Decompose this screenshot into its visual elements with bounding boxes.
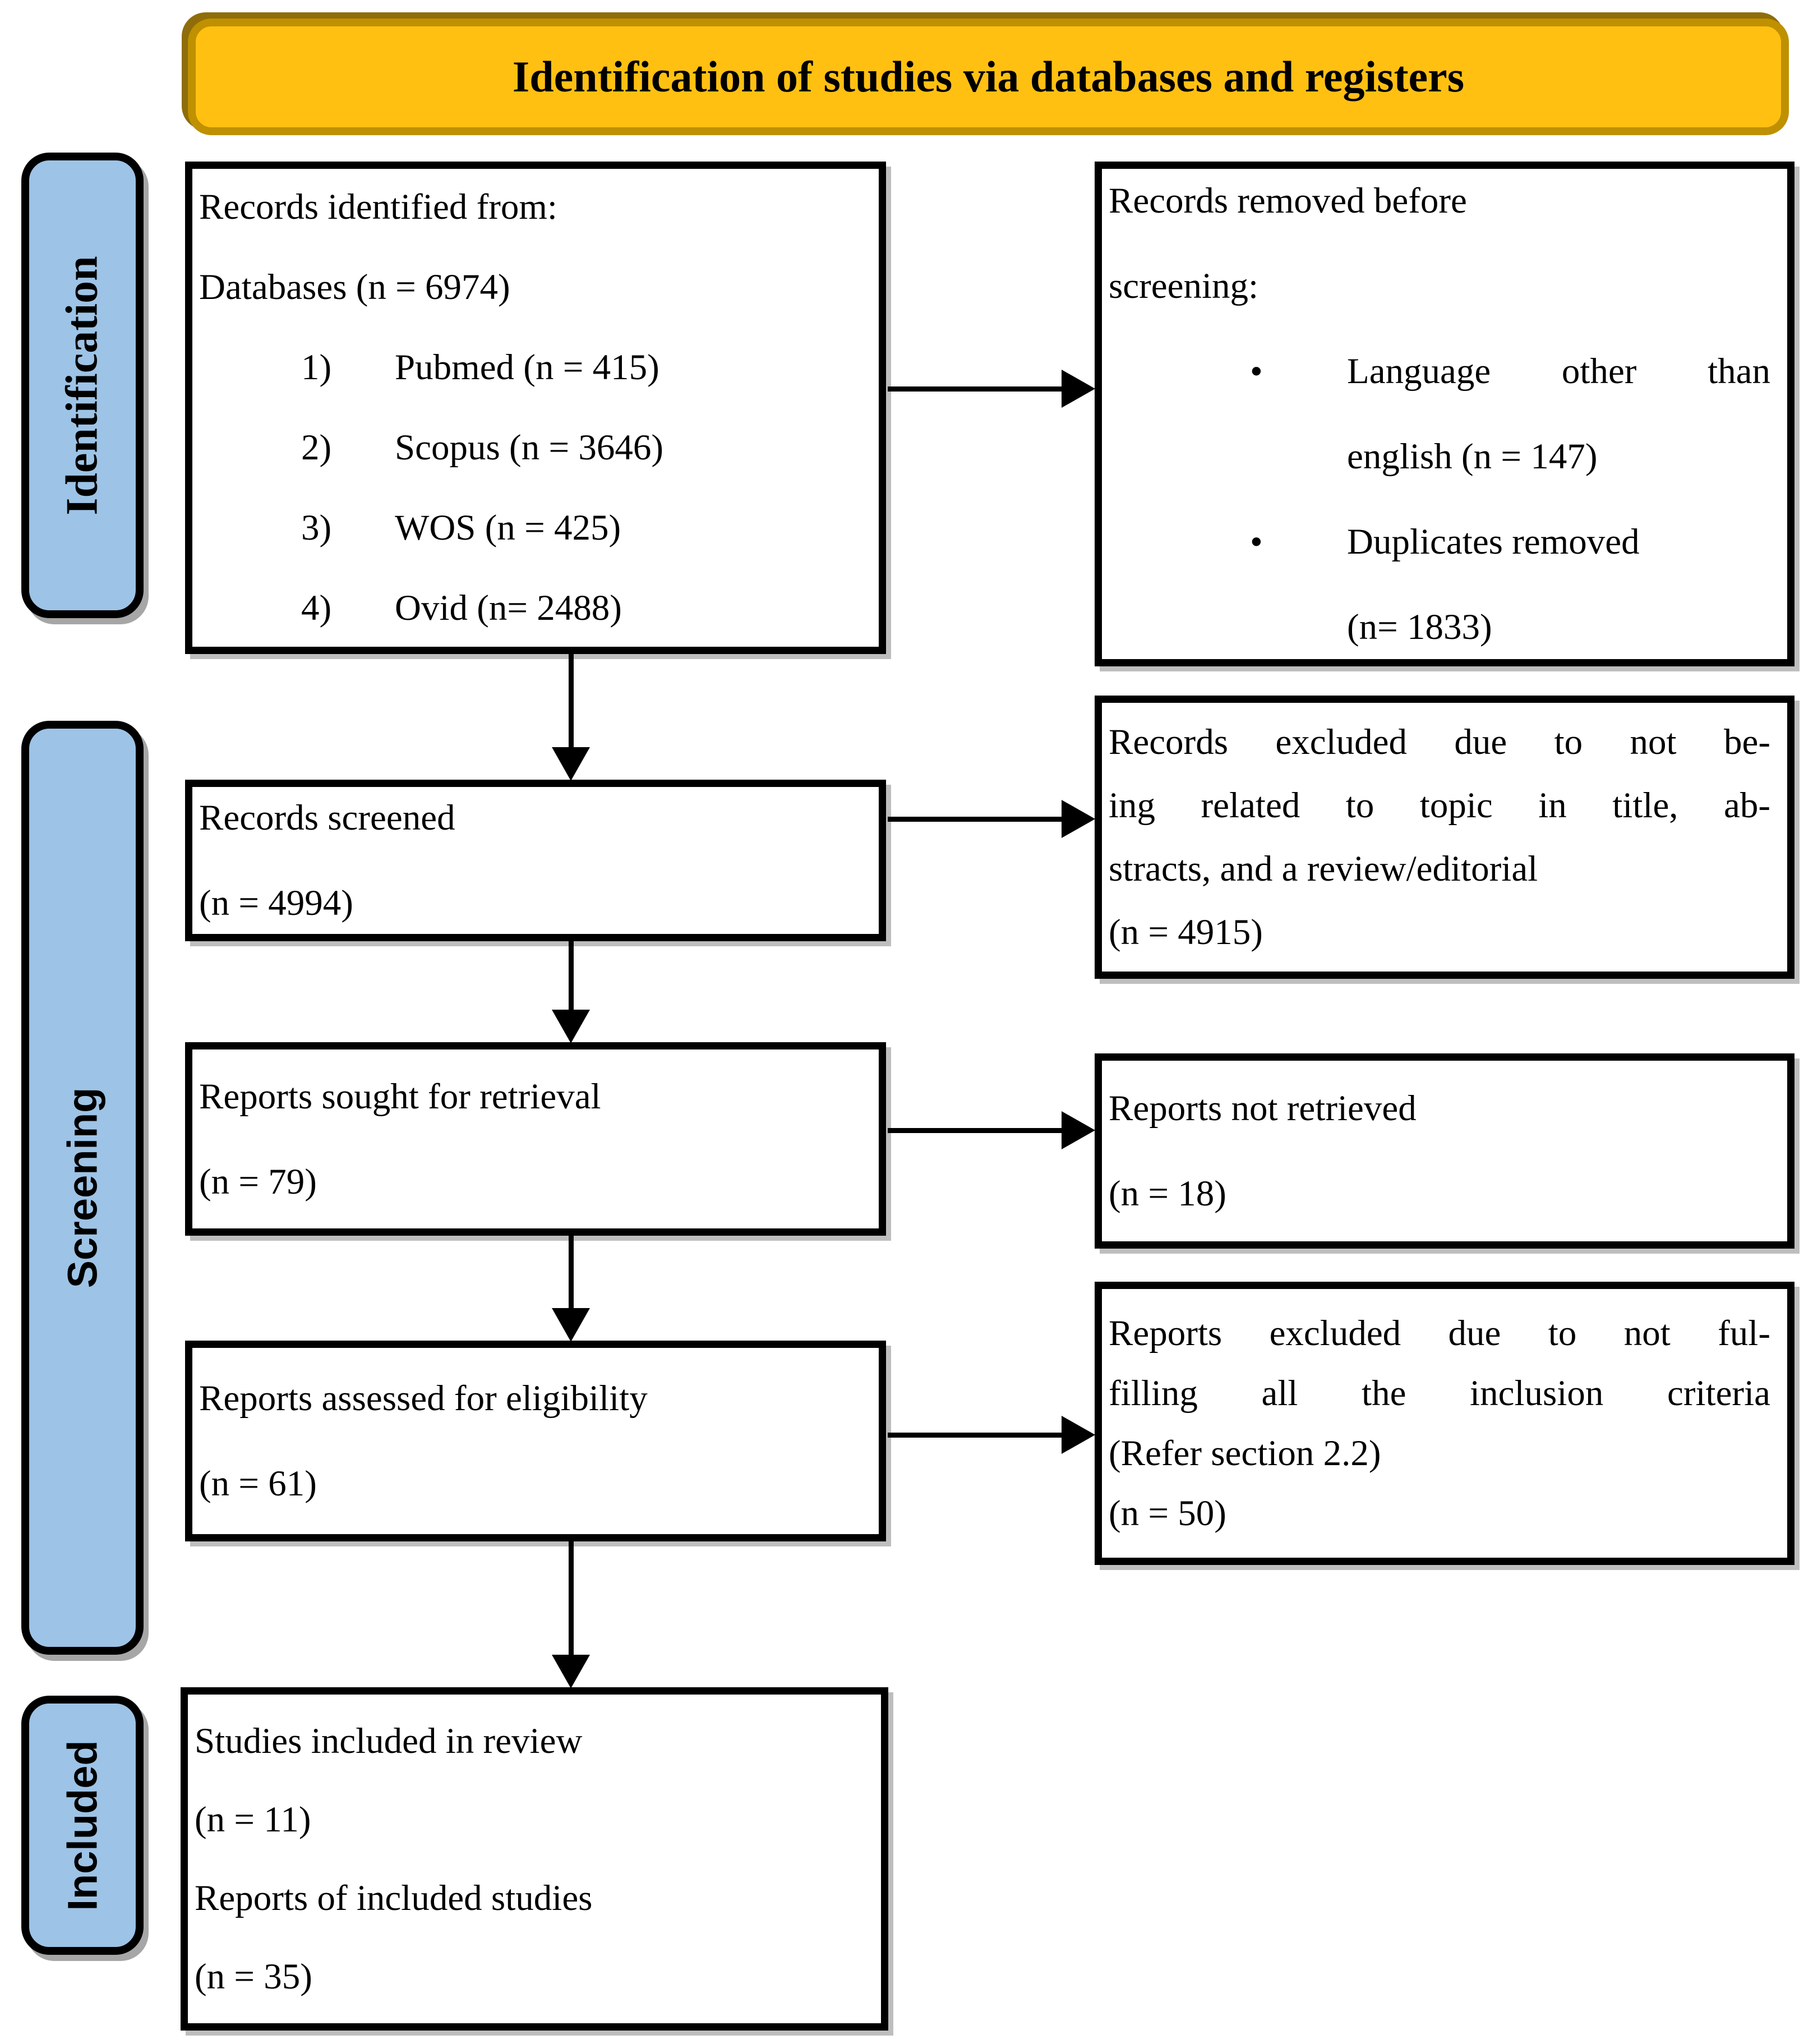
stage-label-text: Screening bbox=[59, 1087, 106, 1288]
box-text-line: Records removed before bbox=[1109, 181, 1467, 221]
list-marker: 1) bbox=[301, 347, 332, 388]
arrow-line bbox=[569, 1541, 574, 1657]
box-text-line: Reports excluded due to not ful- bbox=[1109, 1313, 1770, 1354]
box-text-line: Reports not retrieved bbox=[1109, 1088, 1417, 1129]
bullet-text-line: Duplicates removed bbox=[1347, 522, 1640, 562]
arrow-line bbox=[888, 1433, 1063, 1438]
stage-label-text: Identification bbox=[57, 255, 107, 515]
box-text-line: (n = 79) bbox=[199, 1161, 317, 1202]
list-item bbox=[199, 488, 862, 568]
box-text-line: (n = 11) bbox=[195, 1799, 311, 1840]
list-item bbox=[199, 408, 862, 488]
list-marker: 3) bbox=[301, 508, 332, 548]
box-text-line: stracts, and a review/editorial bbox=[1109, 848, 1538, 889]
box-text-line: (n = 35) bbox=[195, 1956, 312, 1997]
box-text-line: (n = 61) bbox=[199, 1463, 317, 1504]
bullet-text-line: english (n = 147) bbox=[1347, 436, 1598, 477]
arrow-line bbox=[888, 386, 1063, 392]
box-text-line: screening: bbox=[1109, 266, 1259, 306]
bullet-item bbox=[1109, 329, 1770, 499]
arrow-line bbox=[569, 941, 574, 1012]
box-text-line: (n = 4994) bbox=[199, 883, 353, 923]
bullet-icon: • bbox=[1250, 351, 1263, 392]
list-marker: 4) bbox=[301, 588, 332, 628]
box-reports-assessed bbox=[185, 1341, 886, 1541]
arrow-head-icon bbox=[1062, 370, 1095, 408]
list-item bbox=[199, 328, 862, 408]
box-reports-not-retrieved bbox=[1095, 1053, 1794, 1249]
arrow-head-icon bbox=[552, 747, 590, 781]
stage-label-text: Included bbox=[59, 1739, 106, 1911]
list-text: Ovid (n= 2488) bbox=[395, 588, 622, 628]
box-text-line: (n = 4915) bbox=[1109, 911, 1263, 952]
arrow-line bbox=[569, 654, 574, 749]
box-records-removed bbox=[1095, 162, 1794, 666]
arrow-line bbox=[569, 1236, 574, 1310]
box-reports-sought bbox=[185, 1042, 886, 1236]
diagram-title: Identification of studies via databases and registers bbox=[512, 52, 1465, 101]
box-text-line: Reports of included studies bbox=[195, 1878, 593, 1918]
list-item bbox=[199, 568, 862, 648]
box-reports-excluded bbox=[1095, 1282, 1794, 1565]
box-text-line: (Refer section 2.2) bbox=[1109, 1433, 1381, 1474]
bullet-text-line: (n= 1833) bbox=[1347, 607, 1492, 647]
list-text: Pubmed (n = 415) bbox=[395, 347, 659, 388]
arrow-head-icon bbox=[552, 1010, 590, 1043]
box-text-line: filling all the inclusion criteria bbox=[1109, 1373, 1770, 1414]
arrow-line bbox=[888, 817, 1063, 822]
box-text-line: (n = 18) bbox=[1109, 1173, 1226, 1214]
list-text: Scopus (n = 3646) bbox=[395, 427, 663, 468]
stage-label-included bbox=[21, 1696, 144, 1955]
arrow-line bbox=[888, 1128, 1063, 1133]
box-text-line: ing related to topic in title, ab- bbox=[1109, 785, 1770, 826]
box-text-line: Reports assessed for eligibility bbox=[199, 1378, 648, 1419]
arrow-head-icon bbox=[552, 1308, 590, 1342]
box-text-line: Reports sought for retrieval bbox=[199, 1076, 601, 1117]
box-records-excluded bbox=[1095, 696, 1794, 979]
box-text-line: (n = 50) bbox=[1109, 1493, 1226, 1534]
box-text-line: Studies included in review bbox=[195, 1721, 583, 1761]
bullet-text-line: Language other than bbox=[1347, 351, 1770, 392]
stage-label-screening bbox=[21, 721, 144, 1655]
box-records-identified bbox=[185, 162, 886, 654]
list-marker: 2) bbox=[301, 427, 332, 468]
list-text: WOS (n = 425) bbox=[395, 508, 621, 548]
arrow-head-icon bbox=[1062, 1111, 1095, 1149]
bullet-item bbox=[1109, 499, 1770, 670]
bullet-icon: • bbox=[1250, 522, 1263, 562]
title-banner bbox=[188, 19, 1789, 135]
box-text-line: Records excluded due to not be- bbox=[1109, 721, 1770, 762]
arrow-head-icon bbox=[1062, 1416, 1095, 1454]
arrow-head-icon bbox=[552, 1655, 590, 1688]
box-studies-included bbox=[181, 1687, 888, 2031]
box-text-line: Databases (n = 6974) bbox=[199, 267, 510, 307]
arrow-head-icon bbox=[1062, 800, 1095, 838]
box-text-line: Records screened bbox=[199, 798, 455, 838]
box-text-line: Records identified from: bbox=[199, 187, 557, 227]
stage-label-identification bbox=[21, 153, 144, 618]
box-records-screened bbox=[185, 780, 886, 941]
